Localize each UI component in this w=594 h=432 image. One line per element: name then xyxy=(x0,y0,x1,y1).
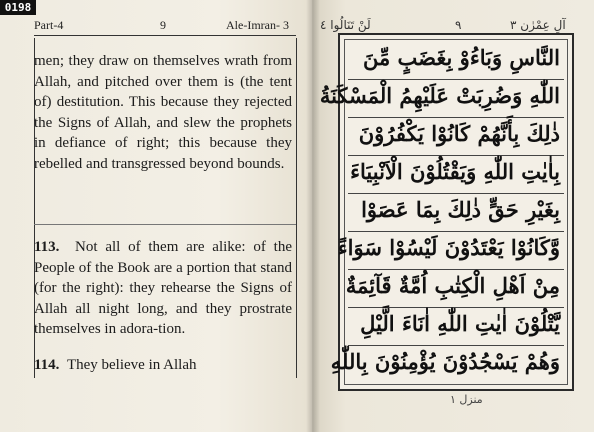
verse-number-114: 114. xyxy=(34,357,60,373)
translation-paragraph-113 xyxy=(34,237,292,340)
verse-114-text: They believe in Allah xyxy=(66,357,197,373)
right-header-page-number: ٩ xyxy=(455,18,462,32)
left-header-rule xyxy=(34,35,296,36)
arabic-line-6: وَّكَانُوْا يَعْتَدُوْنَ لَيْسُوْا سَوَاءً xyxy=(348,231,564,270)
arabic-line-5: بِغَيْرِ حَقٍّ ذٰلِكَ بِمَا عَصَوْا xyxy=(348,193,564,232)
right-footer-manzil: منزل ١ xyxy=(450,393,483,406)
left-header-part: Part-4 xyxy=(34,18,64,32)
right-header-surah: آلِ عِمْرٰن ٣ xyxy=(510,18,566,32)
arabic-line-3: ذٰلِكَ بِأَنَّهُمْ كَانُوْا يَكْفُرُوْنَ xyxy=(348,117,564,156)
left-header-page-number: 9 xyxy=(160,18,166,32)
arabic-line-9: وَهُمْ يَسْجُدُوْنَ يُؤْمِنُوْنَ بِاللّٰهِ xyxy=(330,349,560,374)
verse-number-113: 113. xyxy=(34,239,60,255)
arabic-line-1: النَّاسِ وَبَاءُوْ بِغَضَبٍ مِّنَ xyxy=(348,41,564,80)
translation-paragraph-112: men; they draw on themselves wrath from Allah, and pitched over them is (the tent of) destitution. This because they rejected the Signs of Allah, and slew the prophets in defiance of right; this because they rebelled and transgressed beyond bounds. xyxy=(34,53,292,172)
left-header-surah: Ale-Imran- 3 xyxy=(226,18,289,32)
arabic-line-7: مِنْ اَهْلِ الْكِتٰبِ اُمَّةٌ قَآئِمَةٌ xyxy=(348,269,564,308)
arabic-line-2: اللّٰهِ وَضُرِبَتْ عَلَيْهِمُ الْمَسْكَنَةُ xyxy=(348,79,564,118)
image-index-badge: 0198 xyxy=(0,0,36,15)
book-gutter xyxy=(306,0,320,432)
translation-paragraph-114 xyxy=(34,355,292,376)
arabic-line-8: يَّتْلُوْنَ اٰيٰتِ اللّٰهِ اٰنَاءَ الَّيْلِ xyxy=(348,307,564,346)
right-header-juz: لَنْ تَنَالُوا ٤ xyxy=(320,18,371,32)
verse-113-text: Not all of them are alike: of the People of the Book are a portion that stand (for the right): they rehearse the Signs of Allah all night long, and they prostrate themselves in adora-tion. xyxy=(34,239,293,338)
paragraph-separator xyxy=(34,224,296,225)
arabic-text-frame xyxy=(319,33,574,391)
arabic-line-4: بِاٰيٰتِ اللّٰهِ وَيَقْتُلُوْنَ الْاَنْبِيَاءَ xyxy=(348,155,564,194)
